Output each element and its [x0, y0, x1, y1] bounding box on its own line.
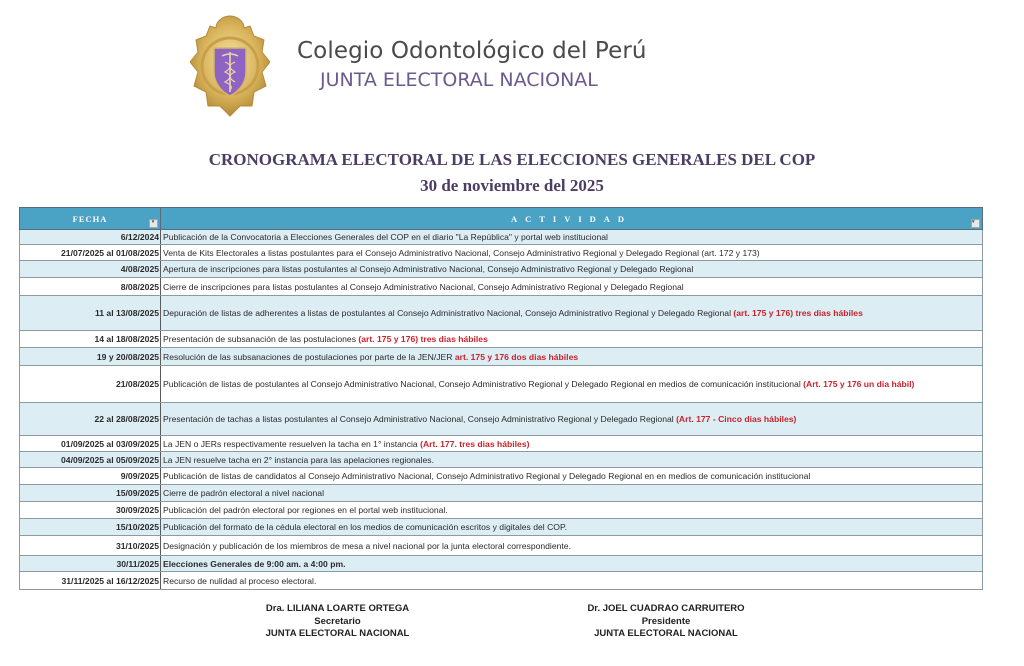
dropdown-filter-icon[interactable]: ▾ [971, 219, 980, 228]
row-date: 6/12/2024 [20, 230, 161, 245]
column-header-actividad[interactable] [161, 208, 983, 230]
row-activity: Venta de Kits Electorales a listas postulantes para el Consejo Administrativo Nacional, Consejo Administrativo Regional y Delegado Regional (art. 172 y 173) [163, 247, 760, 258]
column-header-fecha[interactable] [20, 208, 161, 230]
row-legal-note: art. 175 y 176 dos dias hábiles [454, 351, 579, 362]
table-row [20, 536, 983, 556]
row-activity: Elecciones Generales de 9:00 am. a 4:00 pm. [163, 558, 346, 569]
row-activity: Presentación de subsanación de las postulaciones [163, 334, 359, 344]
table-row [20, 403, 983, 436]
table-row [20, 556, 983, 572]
column-header-label: FECHA [72, 213, 108, 224]
row-activity: Depuración de listas de adherentes a listas de postulantes al Consejo Administrativo Nacional, Consejo Administrativo Regional y Delegado Regional [163, 308, 734, 318]
org-subtitle: JUNTA ELECTORAL NACIONAL [320, 69, 598, 91]
row-activity-cell [161, 230, 983, 245]
table-row [20, 331, 983, 348]
row-activity-cell [161, 348, 983, 366]
row-activity-cell [161, 452, 983, 468]
dropdown-filter-icon[interactable]: ▾ [149, 219, 158, 228]
table-row [20, 348, 983, 366]
row-date: 04/09/2025 al 05/09/2025 [20, 452, 161, 468]
row-date: 30/09/2025 [20, 502, 161, 519]
table-row [20, 485, 983, 502]
row-activity: La JEN resuelve tacha en 2° instancia para las apelaciones regionales. [163, 454, 434, 465]
row-date: 21/07/2025 al 01/08/2025 [20, 245, 161, 261]
signatory-role: Presidente [641, 615, 691, 627]
row-date: 8/08/2025 [20, 278, 161, 296]
row-date: 15/10/2025 [20, 519, 161, 536]
row-activity-cell [161, 436, 983, 452]
row-activity-cell [161, 261, 983, 278]
signatory-name: Dra. LILIANA LOARTE ORTEGA [265, 603, 410, 614]
row-activity-cell [161, 296, 983, 331]
row-date: 31/11/2025 al 16/12/2025 [20, 572, 161, 590]
table-row [20, 502, 983, 519]
row-activity: Recurso de nulidad al proceso electoral. [163, 575, 317, 586]
table-row [20, 436, 983, 452]
row-date: 01/09/2025 al 03/09/2025 [20, 436, 161, 452]
row-legal-note: (art. 175 y 176) tres dias hábiles [358, 334, 488, 344]
table-row [20, 261, 983, 278]
signatory-body: JUNTA ELECTORAL NACIONAL [265, 628, 410, 639]
table-header-row [20, 208, 983, 230]
row-legal-note: (Art. 175 y 176 un dia hábil) [803, 379, 915, 389]
row-date: 30/11/2025 [20, 556, 161, 572]
document-date: 30 de noviembre del 2025 [420, 176, 604, 195]
row-activity-cell [161, 519, 983, 536]
row-activity: Apertura de inscripciones para listas postulantes al Consejo Administrativo Nacional, Consejo Administrativo Regional y Delegado Regional [163, 264, 694, 274]
table-row [20, 278, 983, 296]
row-activity: Cierre de inscripciones para listas postulantes al Consejo Administrativo Nacional, Consejo Administrativo Regional y Delegado Regional [163, 281, 684, 292]
table-row [20, 296, 983, 331]
row-activity: La JEN o JERs respectivamente resuelven la tacha en 1° instancia [163, 438, 421, 449]
org-name: Colegio Odontológico del Perú [297, 38, 647, 64]
row-legal-note: (art. 175 y 176) tres dias hábiles [733, 308, 863, 318]
row-date: 31/10/2025 [20, 536, 161, 556]
row-legal-note: (Art. 177 - Cinco dias hábiles) [676, 414, 797, 424]
row-activity: Publicación del formato de la cédula electoral en los medios de comunicación escritos y digitales del COP. [163, 522, 567, 532]
schedule-table [19, 207, 983, 590]
signature-block-president [556, 603, 776, 641]
row-date: 14 al 18/08/2025 [20, 331, 161, 348]
row-legal-note: (Art. 177. tres dias hábiles) [420, 438, 530, 449]
document-title: CRONOGRAMA ELECTORAL DE LAS ELECCIONES GENERALES DEL COP [208, 150, 816, 169]
row-activity: Publicación del padrón electoral por regiones en el portal web institucional. [163, 505, 448, 515]
row-activity: Resolución de las subsanaciones de postulaciones por parte de la JEN/JER [163, 351, 455, 362]
signatory-role: Secretario [314, 615, 361, 627]
row-activity: Designación y publicación de los miembros de mesa a nivel nacional por la junta electoral correspondiente. [163, 540, 571, 551]
row-date: 22 al 28/08/2025 [20, 403, 161, 436]
row-activity-cell [161, 278, 983, 296]
row-activity-cell [161, 331, 983, 348]
row-activity-cell [161, 468, 983, 485]
row-date: 21/08/2025 [20, 366, 161, 403]
column-header-label: ACTIVIDAD [510, 213, 633, 224]
table-row [20, 366, 983, 403]
table-row [20, 230, 983, 245]
row-date: 15/09/2025 [20, 485, 161, 502]
table-row [20, 468, 983, 485]
table-row [20, 452, 983, 468]
row-activity-cell [161, 245, 983, 261]
row-date: 9/09/2025 [20, 468, 161, 485]
row-date: 11 al 13/08/2025 [20, 296, 161, 331]
row-activity-cell [161, 502, 983, 519]
row-activity: Cierre de padrón electoral a nivel nacional [163, 488, 324, 498]
signatory-body: JUNTA ELECTORAL NACIONAL [594, 628, 738, 639]
table-row [20, 519, 983, 536]
row-activity-cell [161, 536, 983, 556]
signatory-name: Dr. JOEL CUADRAO CARRUITERO [587, 603, 745, 614]
row-activity-cell [161, 572, 983, 590]
row-activity-cell [161, 366, 983, 403]
row-activity: Publicación de listas de candidatos al Consejo Administrativo Nacional, Consejo Administrativo Regional y Delegado Regional en en medios de comunicación institucional [163, 471, 811, 481]
row-activity-cell [161, 403, 983, 436]
caduceus-crest-icon [190, 14, 270, 118]
row-activity: Publicación de listas de postulantes al Consejo Administrativo Nacional, Consejo Administrativo Regional y Delegado Regional en medios de comunicación institucional [163, 379, 804, 389]
signature-block-secretary [230, 603, 445, 641]
row-activity: Presentación de tachas a listas postulantes al Consejo Administrativo Nacional, Consejo Administrativo Regional y Delegado Regional [163, 414, 677, 424]
table-row [20, 572, 983, 590]
row-activity-cell [161, 485, 983, 502]
row-date: 19 y 20/08/2025 [20, 348, 161, 366]
row-date: 4/08/2025 [20, 261, 161, 278]
row-activity-cell [161, 556, 983, 572]
table-row [20, 245, 983, 261]
row-activity: Publicación de la Convocatoria a Elecciones Generales del COP en el diario "La República" y portal web institucional [163, 232, 608, 242]
